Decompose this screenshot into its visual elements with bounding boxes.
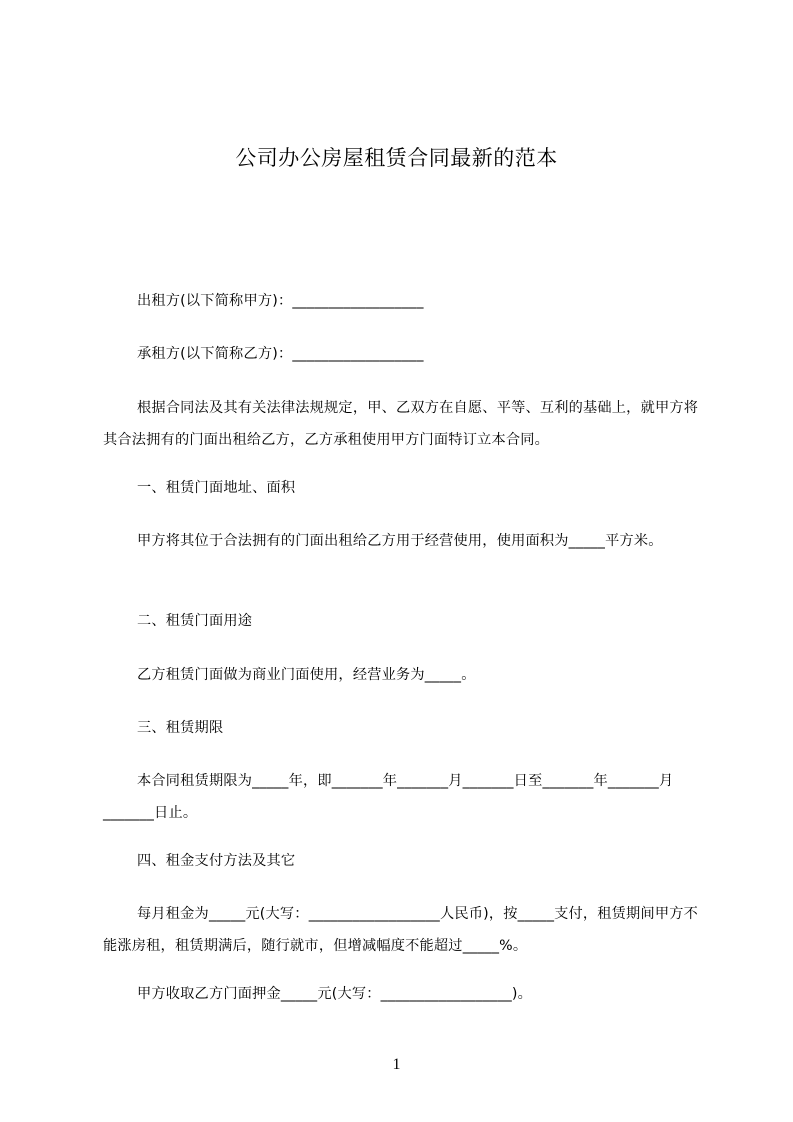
lessee-line: 承租方(以下简称乙方)：__________________ <box>137 346 424 362</box>
preamble-paragraph: 根据合同法及其有关法律法规规定，甲、乙双方在自愿、平等、互利的基础上，就甲方将其合法拥有的门面出租给乙方，乙方承租使用甲方门面特订立本合同。 <box>103 400 699 448</box>
section-heading-4: 四、租金支付方法及其它 <box>137 853 296 869</box>
deposit-paragraph: 甲方收取乙方门面押金_____元(大写：__________________)。 <box>137 986 533 1002</box>
page-number: 1 <box>392 1056 401 1073</box>
section-heading-2: 二、租赁门面用途 <box>137 613 253 629</box>
section-3-body: 本合同租赁期限为_____年，即_______年_______月_______日至_______年_______月_______日止。 <box>103 773 674 821</box>
section-heading-3: 三、租赁期限 <box>137 720 224 736</box>
section-4-body: 每月租金为_____元(大写：__________________人民币)，按_____支付，租赁期间甲方不能涨房租，租赁期满后，随行就市，但增减幅度不能超过_____%。 <box>103 906 698 954</box>
section-heading-1: 一、租赁门面地址、面积 <box>137 480 296 496</box>
section-2-body: 乙方租赁门面做为商业门面使用，经营业务为_____。 <box>137 667 476 683</box>
lessor-line: 出租方(以下简称甲方)：__________________ <box>137 293 424 309</box>
section-1-body: 甲方将其位于合法拥有的门面出租给乙方用于经营使用，使用面积为_____平方米。 <box>137 533 663 549</box>
document-title: 公司办公房屋租赁合同最新的范本 <box>235 146 558 170</box>
